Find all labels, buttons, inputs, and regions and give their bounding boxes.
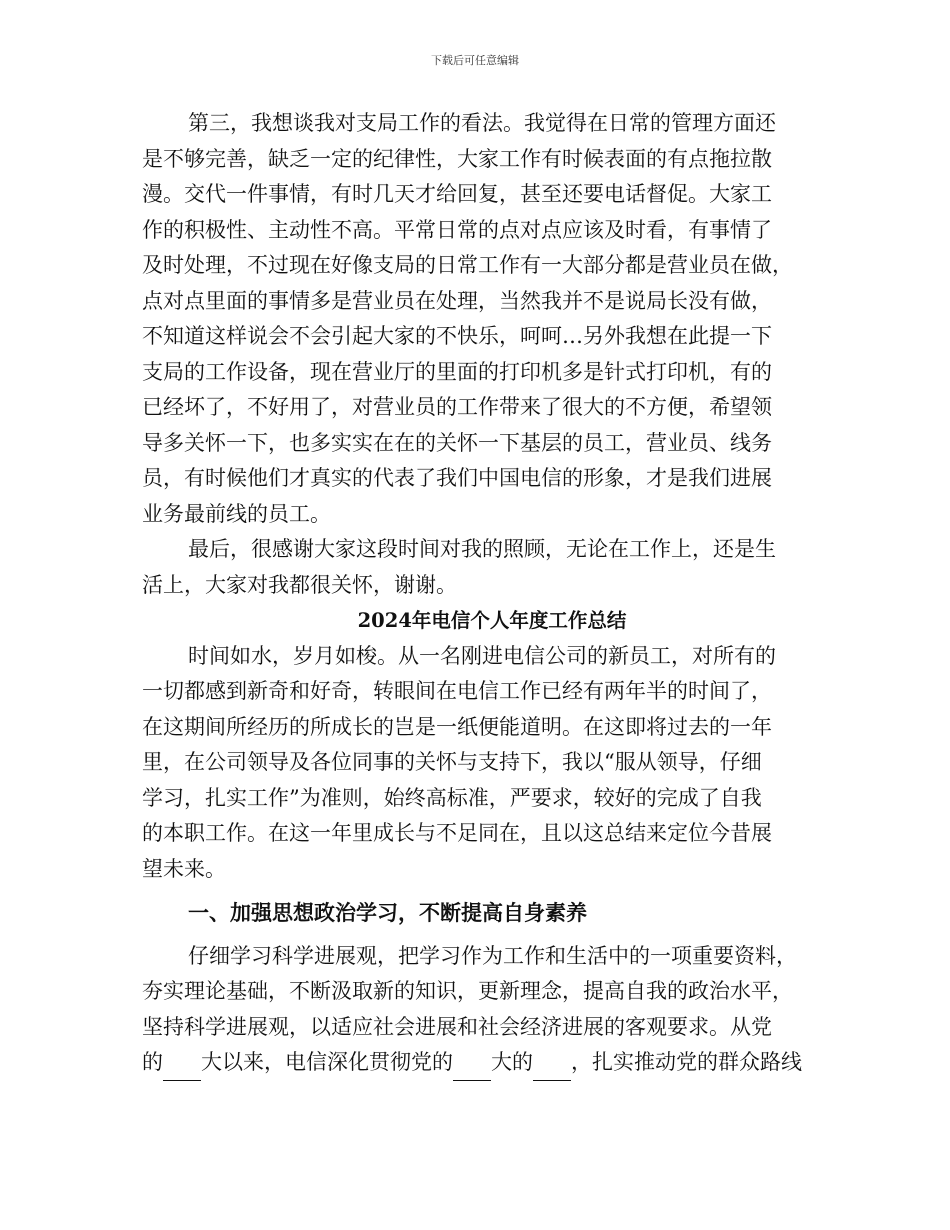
document-body: [142, 106, 822, 1081]
text-line: 望未来。: [142, 856, 226, 881]
fill-in-blank: [533, 1058, 571, 1081]
text-line: 支局的工作设备，现在营业厅的里面的打印机多是针式打印机，有的: [142, 359, 772, 384]
text-line: 第三，我想谈我对支局工作的看法。我觉得在日常的管理方面还: [188, 111, 776, 135]
text-line: 漫。交代一件事情，有时几天才给回复，甚至还要电话督促。大家工: [142, 182, 772, 206]
document-title: 2024年电信个人年度工作总结: [357, 609, 627, 632]
text-line: 在这期间所经历的所成长的岂是一纸便能道明。在这即将过去的一年: [142, 714, 772, 739]
text-line: 活上，大家对我都很关怀，谢谢。: [142, 572, 457, 597]
text-line: 员，有时候他们才真实的代表了我们中国电信的形象，才是我们进展: [142, 466, 772, 490]
text-line: 仔细学习科学进展观，把学习作为工作和生活中的一项重要资料，: [188, 943, 797, 968]
text-line: 是不够完善，缺乏一定的纪律性，大家工作有时候表面的有点拖拉散: [142, 146, 772, 171]
paragraph-closing: [142, 532, 822, 603]
text-line: 业务最前线的员工。: [142, 501, 331, 526]
text-fragment: 的: [142, 1050, 163, 1074]
text-line: 学习，扎实工作”为准则，始终高标准，严要求，较好的完成了自我: [142, 785, 762, 810]
text-line: 点对点里面的事情多是营业员在处理，当然我并不是说局长没有做，: [142, 288, 772, 313]
text-line-with-blanks: [142, 1045, 822, 1081]
spacer: [142, 931, 822, 939]
spacer: [142, 887, 822, 895]
text-line: 导多关怀一下，也多实实在在的关怀一下基层的员工，营业员、线务: [142, 430, 772, 455]
fill-in-blank: [453, 1058, 491, 1081]
text-line: 坚持科学进展观，以适应社会进展和社会经济进展的客观要求。从党: [142, 1014, 772, 1039]
section-heading: 一、加强思想政治学习，不断提高自身素养: [188, 900, 587, 925]
paragraph-study: [142, 939, 822, 1081]
text-line: 不知道这样说会不会引起大家的不快乐，呵呵…另外我想在此提一下: [142, 324, 772, 348]
fill-in-blank: [163, 1058, 201, 1081]
paragraph-intro: [142, 639, 822, 888]
text-line: 夯实理论基础，不断汲取新的知识，更新理念，提高自我的政治水平，: [142, 979, 793, 1003]
text-line: 的本职工作。在这一年里成长与不足同在，且以这总结来定位今昔展: [142, 821, 772, 845]
text-line: 里，在公司领导及各位同事的关怀与支持下，我以“服从领导，仔细: [142, 750, 762, 774]
text-line: 一切都感到新奇和好奇，转眼间在电信工作已经有两年半的时间了，: [142, 679, 772, 703]
text-line: 及时处理，不过现在好像支局的日常工作有一大部分都是营业员在做，: [142, 253, 793, 277]
text-line: 最后，很感谢大家这段时间对我的照顾，无论在工作上，还是生: [188, 537, 776, 561]
paragraph-support-bureau: [142, 106, 822, 532]
text-fragment: ，扎实推动党的群众路线: [571, 1050, 802, 1074]
text-fragment: 大以来，电信深化贯彻党的: [201, 1050, 453, 1074]
page-header-note: 下载后可任意编辑: [431, 54, 519, 67]
text-fragment: 大的: [491, 1050, 533, 1074]
text-line: 时间如水，岁月如梭。从一名刚进电信公司的新员工，对所有的: [188, 643, 776, 668]
text-line: 作的积极性、主动性不高。平常日常的点对点应该及时看，有事情了: [142, 217, 772, 242]
text-line: 已经坏了，不好用了，对营业员的工作带来了很大的不方便，希望领: [142, 395, 772, 419]
